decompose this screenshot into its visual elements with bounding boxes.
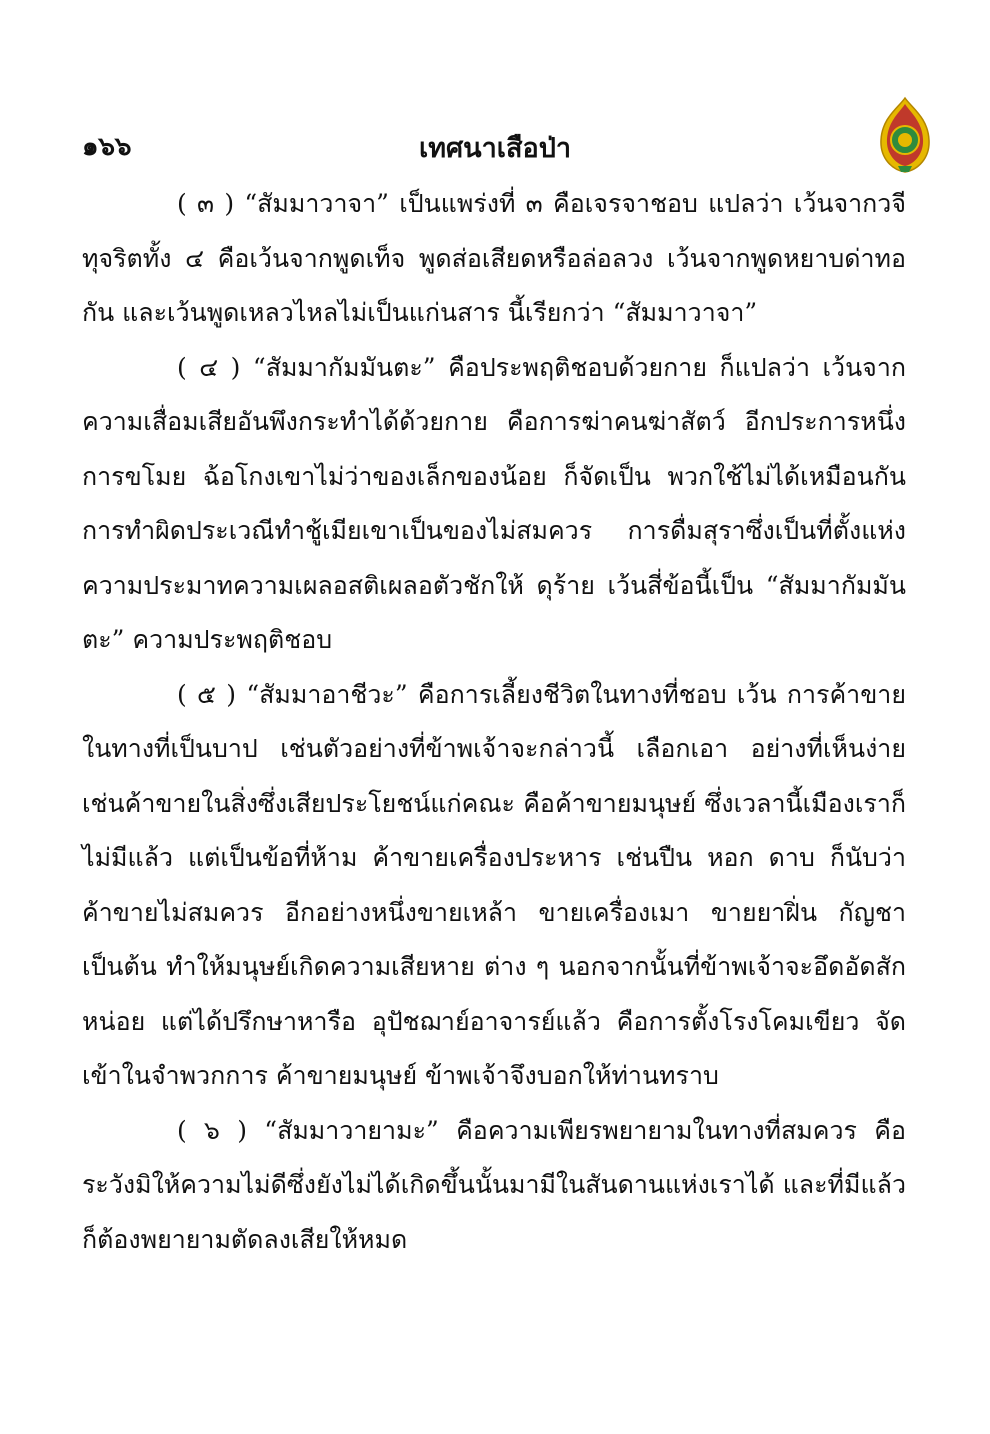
paragraph bbox=[82, 1104, 906, 1268]
page-title: เทศนาเสือป่า bbox=[418, 133, 571, 164]
paragraph-text: ( ๓ ) “สัมมาวาจา” เป็นแพร่งที่ ๓ คือเจรจาชอบ แปลว่า เว้นจากวจีทุจริตทั้ง ๔ คือเว้นจากพูดเท็จ พูดส่อเสียดหรือล่อลวง เว้นจากพูดหยาบด่าทอกัน และเว้นพูดเหลวไหลไม่เป็นแก่นสาร นี้เรียกว่า “สัมมาวาจา” bbox=[82, 189, 906, 327]
paragraph-text: ( ๕ ) “สัมมาอาชีวะ” คือการเลี้ยงชีวิตในทางที่ชอบ เว้น การค้าขายในทางที่เป็นบาป เช่นตัวอย่างที่ข้าพเจ้าจะกล่าวนี้ เลือกเอา อย่างที่เห็นง่าย เช่นค้าขายในสิ่งซึ่งเสียประโยชน์แก่คณะ คือค้าขายมนุษย์ ซึ่งเวลานี้เมืองเราก็ไม่มีแล้ว แต่เป็นข้อที่ห้าม ค้าขายเครื่องประหาร เช่นปืน หอก ดาบ ก็นับว่าค้าขายไม่สมควร อีกอย่างหนึ่งขายเหล้า ขายเครื่องเมา ขายยาฝิ่น กัญชา เป็นต้น ทำให้มนุษย์เกิดความเสียหาย ต่าง ๆ นอกจากนั้นที่ข้าพเจ้าจะอึดอัดสักหน่อย แต่ได้ปรึกษาหารือ อุปัชฌาย์อาจารย์แล้ว คือการตั้งโรงโคมเขียว จัดเข้าในจำพวกการ ค้าขายมนุษย์ ข้าพเจ้าจึงบอกให้ท่านทราบ bbox=[82, 679, 906, 1090]
paragraph bbox=[82, 668, 906, 1104]
page-header bbox=[82, 126, 908, 166]
page-number: ๑๖๖ bbox=[82, 132, 132, 162]
paragraph bbox=[82, 177, 906, 341]
body-text bbox=[82, 177, 906, 1267]
paragraph-text: ( ๖ ) “สัมมาวายามะ” คือความเพียรพยายามในทางที่สมควร คือระวังมิให้ความไม่ดีซึ่งยังไม่ได้เกิดขึ้นนั้นมามีในสันดานแห่งเราได้ และที่มีแล้วก็ต้องพยายามตัดลงเสียให้หมด bbox=[82, 1115, 906, 1254]
paragraph bbox=[82, 341, 906, 668]
paragraph-text: ( ๔ ) “สัมมากัมมันตะ” คือประพฤติชอบด้วยกาย ก็แปลว่า เว้นจากความเสื่อมเสียอันพึงกระทำได้ด้วยกาย คือการฆ่าคนฆ่าสัตว์ อีกประการหนึ่ง การขโมย ฉ้อโกงเขาไม่ว่าของเล็กของน้อย ก็จัดเป็น พวกใช้ไม่ได้เหมือนกัน การทำผิดประเวณีทำชู้เมียเขาเป็นของไม่สมควร การดื่มสุราซึ่งเป็นที่ตั้งแห่งความประมาทความเผลอสติเผลอตัวชักให้ ดุร้าย เว้นสี่ข้อนี้เป็น “สัมมากัมมันตะ” ความประพฤติชอบ bbox=[82, 352, 906, 654]
emblem-logo bbox=[876, 96, 934, 174]
